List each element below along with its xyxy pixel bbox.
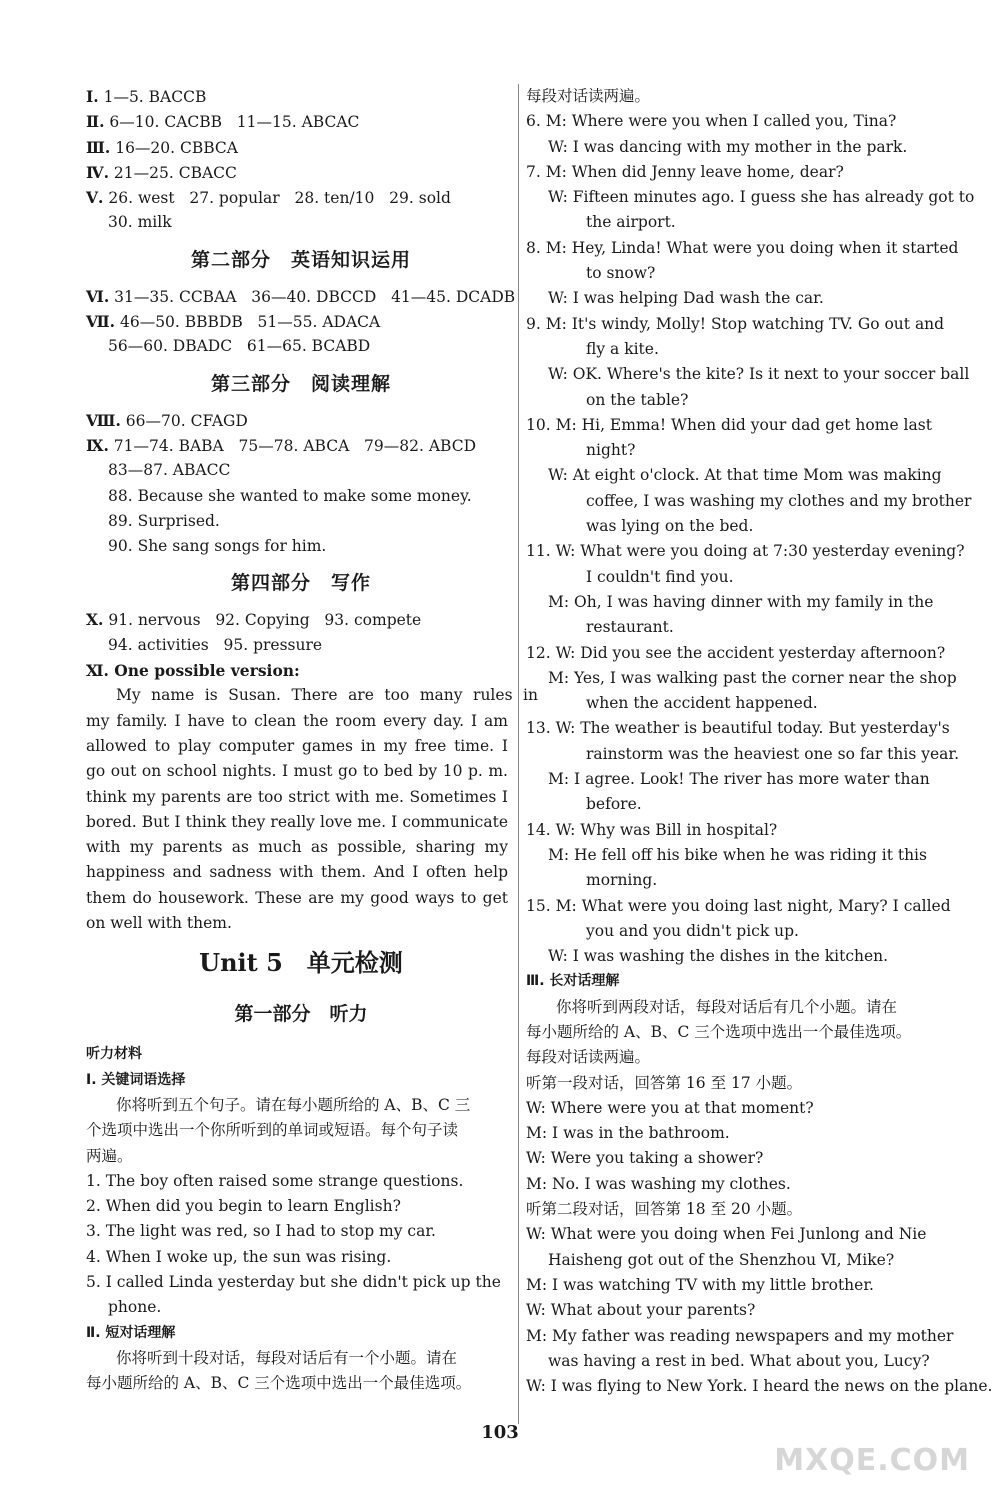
dialogue-line: W: What were you doing when Fei Junlong and Nie xyxy=(526,1225,927,1244)
answer-row xyxy=(86,408,516,433)
dialogue-line: coffee, I was washing my clothes and my brother xyxy=(586,491,972,510)
sentence-item: 1. The boy often raised some strange questions. xyxy=(86,1171,464,1190)
answer-row: 94. activities 95. pressure xyxy=(108,635,323,654)
roman-numeral: Ⅲ. xyxy=(86,137,111,157)
dialogue-line: W: Were you taking a shower? xyxy=(526,1149,764,1168)
essay-line: on well with them. xyxy=(86,914,232,933)
sentence-item: 2. When did you begin to learn English? xyxy=(86,1197,401,1216)
dialogue-line: 你将听到两段对话，每段对话后有几个小题。请在 xyxy=(556,997,898,1016)
dialogue-line: W: I was flying to New York. I heard the news on the plane. xyxy=(526,1377,993,1396)
dialogue-line: morning. xyxy=(586,871,658,890)
dialogue-line: 9. M: It's windy, Molly! Stop watching TV. Go out and xyxy=(526,314,945,333)
answer-text: 6—10. CACBB 11—15. ABCAC xyxy=(104,113,360,132)
essay-line: my family. I have to clean the room every day. I am xyxy=(86,711,508,730)
sentence-item: 5. I called Linda yesterday but she didn't pick up the xyxy=(86,1272,501,1291)
watermark-logo: MXQE.COM xyxy=(774,1443,970,1478)
dialogue-line: 7. M: When did Jenny leave home, dear? xyxy=(526,162,844,181)
section-title: 第二部分 英语知识运用 xyxy=(190,248,411,271)
essay-line: them do housework. These are my good ways to get xyxy=(86,888,508,907)
answer-row xyxy=(86,185,516,210)
essay-line: think my parents are too strict with me. Sometimes I xyxy=(86,787,508,806)
dialogue-line: 12. W: Did you see the accident yesterday afternoon? xyxy=(526,643,946,662)
dialogue-line: 11. W: What were you doing at 7:30 yesterday evening? xyxy=(526,542,965,561)
roman-numeral: Ⅰ. xyxy=(86,87,99,106)
dialogue-line: you and you didn't pick up. xyxy=(586,921,799,940)
answer-row xyxy=(86,84,516,109)
answer-row: 88. Because she wanted to make some money. xyxy=(108,486,472,505)
answer-row xyxy=(86,160,516,185)
answer-text: 46—50. BBBDB 51—55. ADACA xyxy=(115,313,381,332)
dialogue-line: W: I was helping Dad wash the car. xyxy=(548,289,824,308)
dialogue-line: M: My father was reading newspapers and my mother xyxy=(526,1326,954,1345)
dialogue-line: 6. M: Where were you when I called you, Tina? xyxy=(526,112,897,131)
dialogue-line: 15. M: What were you doing last night, Mary? I called xyxy=(526,896,951,915)
page-number: 103 xyxy=(481,1422,519,1443)
sentence-item: phone. xyxy=(108,1298,162,1317)
dialogue-line: 10. M: Hi, Emma! When did your dad get home last xyxy=(526,415,932,434)
dialogue-line: fly a kite. xyxy=(586,339,659,358)
answer-row: 90. She sang songs for him. xyxy=(108,537,327,556)
instruction-line: 个选项中选出一个你所听到的单词或短语。每个句子读 xyxy=(86,1121,459,1140)
answer-row: 89. Surprised. xyxy=(108,511,220,530)
dialogue-line: M: Yes, I was walking past the corner near the shop xyxy=(548,668,957,687)
unit-title: Unit 5 单元检测 xyxy=(199,948,403,978)
essay-line: allowed to play computer games in my free time. I xyxy=(86,736,508,755)
section-label: Ⅱ. 短对话理解 xyxy=(86,1324,176,1341)
dialogue-line: Ⅲ. 长对话理解 xyxy=(526,973,620,990)
answer-text: 66—70. CFAGD xyxy=(120,411,248,430)
section-title: 第四部分 写作 xyxy=(230,572,371,595)
dialogue-line: Haisheng got out of the Shenzhou Ⅵ, Mike? xyxy=(548,1250,895,1269)
roman-numeral: Ⅸ. xyxy=(86,435,109,455)
section-label: 听力材料 xyxy=(86,1046,142,1063)
dialogue-line: rainstorm was the heaviest one so far this year. xyxy=(586,744,960,763)
answer-row: 83—87. ABACC xyxy=(108,461,231,480)
dialogue-line: W: I was washing the dishes in the kitchen. xyxy=(548,947,889,966)
roman-numeral: Ⅴ. xyxy=(86,188,104,208)
roman-numeral: Ⅶ. xyxy=(86,312,116,332)
dialogue-line: M: No. I was washing my clothes. xyxy=(526,1174,791,1193)
dialogue-line: 每小题所给的 A、B、C 三个选项中选出一个最佳选项。 xyxy=(526,1022,912,1041)
dialogue-line: M: I agree. Look! The river has more water than xyxy=(548,770,930,789)
dialogue-line: W: Where were you at that moment? xyxy=(526,1098,814,1117)
dialogue-line: was lying on the bed. xyxy=(586,517,754,536)
instruction-line: 两遍。 xyxy=(86,1146,133,1165)
answer-row xyxy=(86,433,516,458)
roman-numeral: Ⅵ. xyxy=(86,286,110,306)
dialogue-line: M: I was watching TV with my little brother. xyxy=(526,1275,874,1294)
dialogue-line: was having a rest in bed. What about you, Lucy? xyxy=(548,1351,930,1370)
answer-row: 56—60. DBADC 61—65. BCABD xyxy=(108,337,371,356)
version-label: Ⅺ. One possible version: xyxy=(86,661,300,681)
section-title: 第三部分 阅读理解 xyxy=(210,372,391,395)
answer-text: 71—74. BABA 75—78. ABCA 79—82. ABCD xyxy=(108,436,477,455)
answer-text: 1—5. BACCB xyxy=(98,88,207,106)
answer-text: 91. nervous 92. Copying 93. compete xyxy=(103,611,422,630)
instruction-line: 每小题所给的 A、B、C 三个选项中选出一个最佳选项。 xyxy=(86,1374,472,1393)
dialogue-line: 每段对话读两遍。 xyxy=(526,87,651,105)
dialogue-line: before. xyxy=(586,795,642,814)
column-divider xyxy=(518,84,519,1424)
dialogue-line: when the accident happened. xyxy=(586,694,818,713)
dialogue-line: 14. W: Why was Bill in hospital? xyxy=(526,820,778,839)
dialogue-line: 13. W: The weather is beautiful today. But yesterday's xyxy=(526,719,950,738)
answer-text: 31—35. CCBAA 36—40. DBCCD 41—45. DCADB xyxy=(109,287,516,306)
answer-row xyxy=(86,284,516,309)
dialogue-line: M: Oh, I was having dinner with my family in the xyxy=(548,592,934,611)
dialogue-line: to snow? xyxy=(586,264,656,283)
dialogue-line: W: At eight o'clock. At that time Mom was making xyxy=(548,466,942,485)
instruction-line: 你将听到十段对话，每段对话后有一个小题。请在 xyxy=(116,1348,458,1367)
instruction-line: 你将听到五个句子。请在每小题所给的 A、B、C 三 xyxy=(116,1095,471,1114)
dialogue-line: night? xyxy=(586,441,636,460)
dialogue-line: W: OK. Where's the kite? Is it next to your soccer ball xyxy=(548,365,970,384)
dialogue-line: 8. M: Hey, Linda! What were you doing when it started xyxy=(526,238,959,257)
essay-line: happiness and sadness with them. And I often help xyxy=(86,863,508,882)
dialogue-line: I couldn't find you. xyxy=(586,567,734,586)
answer-row: 30. milk xyxy=(108,213,172,232)
sentence-item: 3. The light was red, so I had to stop my car. xyxy=(86,1222,436,1241)
answer-text: 26. west 27. popular 28. ten/10 29. sold xyxy=(103,189,451,208)
left-column xyxy=(86,84,538,1396)
essay-line: bored. But I think they really love me. I communicate xyxy=(86,812,508,831)
answer-text: 21—25. CBACC xyxy=(109,163,237,182)
answer-row xyxy=(86,309,516,334)
essay-line: go out on school nights. I must go to bed by 10 p. m. xyxy=(86,762,508,781)
section-label: Ⅰ. 关键词语选择 xyxy=(86,1071,186,1088)
dialogue-line: 每段对话读两遍。 xyxy=(526,1048,651,1067)
roman-numeral: Ⅷ. xyxy=(86,410,121,430)
right-column xyxy=(526,84,993,1399)
dialogue-line: restaurant. xyxy=(586,618,674,637)
dialogue-line: W: What about your parents? xyxy=(526,1301,756,1320)
dialogue-line: 听第二段对话，回答第 18 至 20 小题。 xyxy=(526,1200,803,1219)
part-title: 第一部分 听力 xyxy=(234,1003,368,1026)
answer-text: 16—20. CBBCA xyxy=(110,138,238,157)
answer-row xyxy=(86,109,516,134)
roman-numeral: Ⅳ. xyxy=(86,162,109,182)
dialogue-line: W: I was dancing with my mother in the park. xyxy=(548,137,908,156)
dialogue-line: M: He fell off his bike when he was riding it this xyxy=(548,845,927,864)
answer-row xyxy=(86,135,516,160)
dialogue-line: 听第一段对话，回答第 16 至 17 小题。 xyxy=(526,1073,803,1092)
dialogue-line: M: I was in the bathroom. xyxy=(526,1124,730,1143)
dialogue-line: the airport. xyxy=(586,213,676,232)
sentence-item: 4. When I woke up, the sun was rising. xyxy=(86,1247,392,1266)
dialogue-line: on the table? xyxy=(586,390,689,409)
roman-numeral: Ⅹ. xyxy=(86,610,104,630)
roman-numeral: Ⅱ. xyxy=(86,112,105,132)
essay-line: My name is Susan. There are too many rules in xyxy=(116,686,538,705)
answer-row xyxy=(86,607,516,632)
essay-line: with my parents as much as possible, sharing my xyxy=(86,838,508,857)
dialogue-line: W: Fifteen minutes ago. I guess she has already got to xyxy=(548,188,975,207)
